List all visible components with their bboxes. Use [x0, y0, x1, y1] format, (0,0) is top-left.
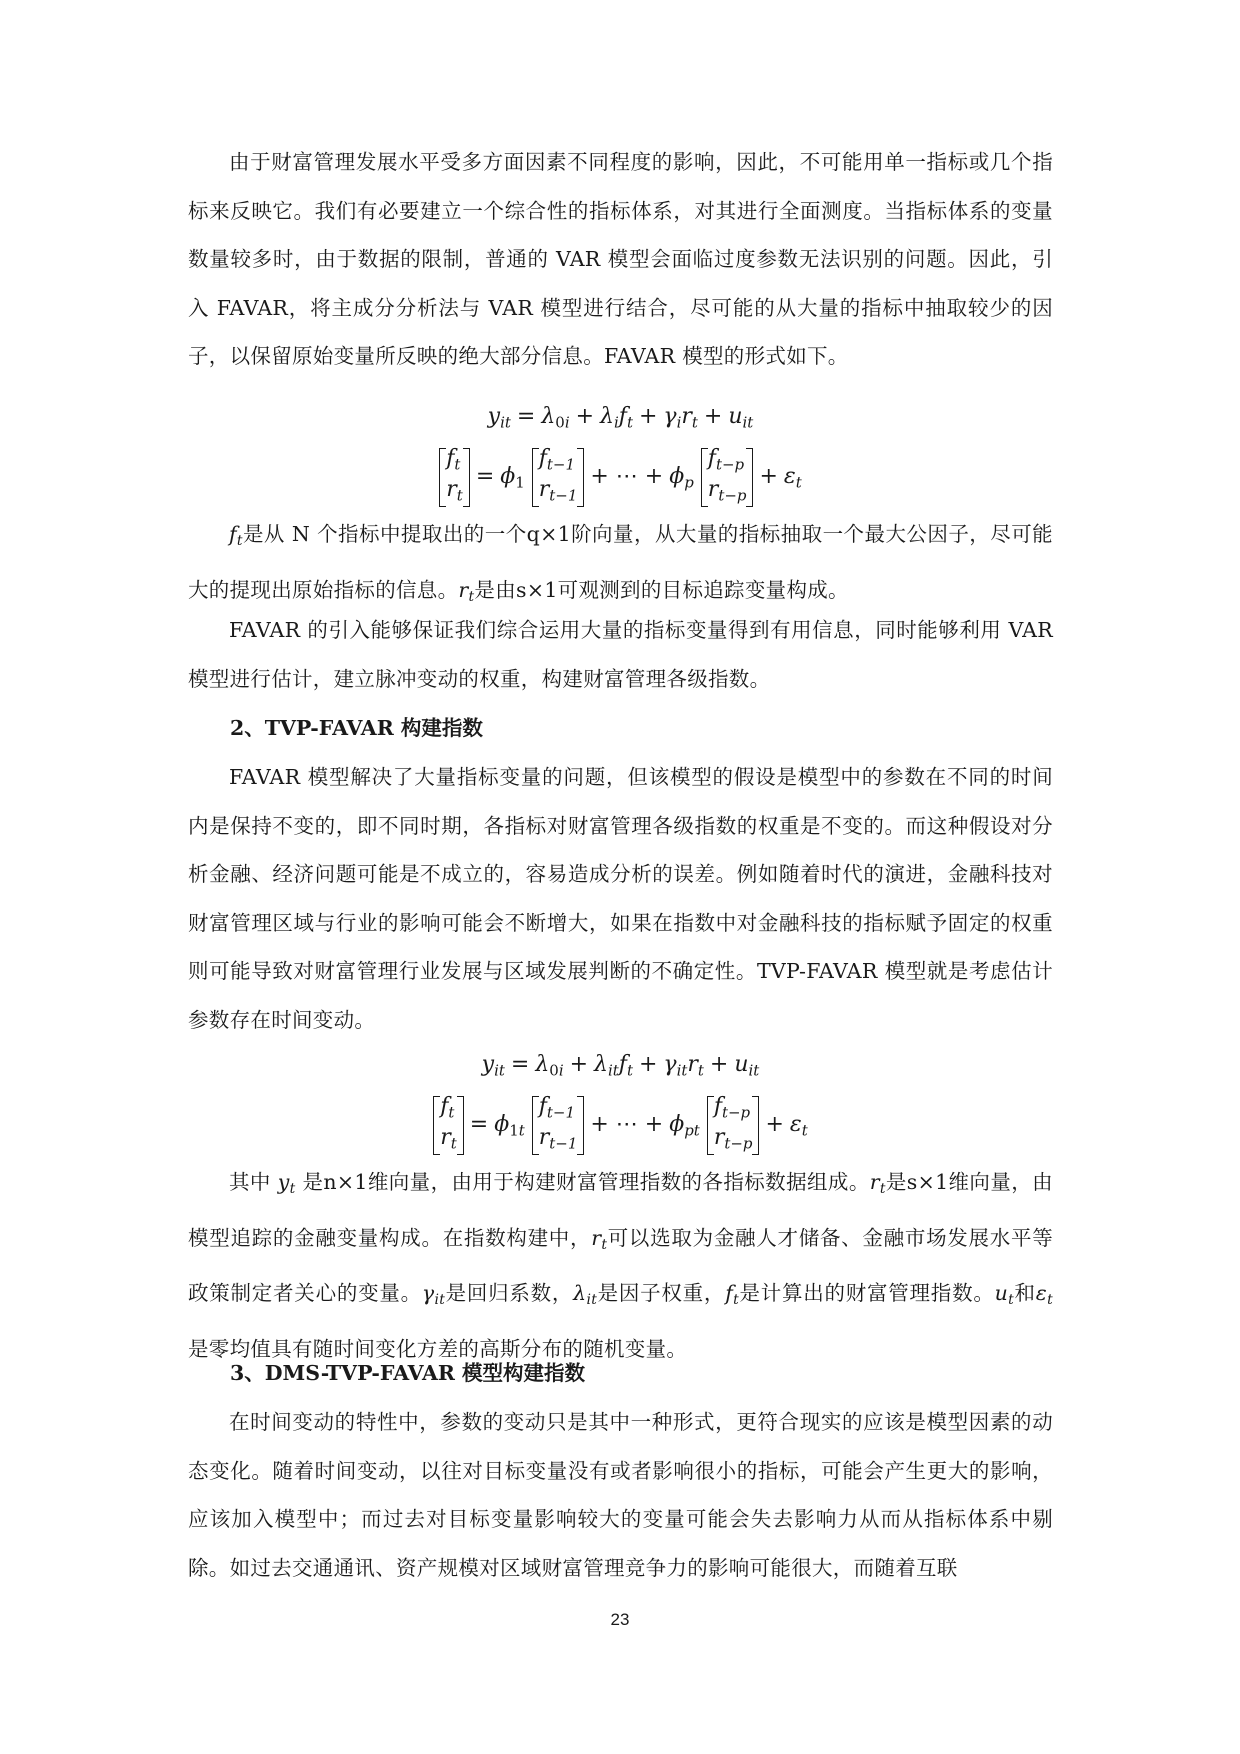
- section-heading-tvp-favar: 2、TVP-FAVAR 构建指数: [230, 716, 483, 740]
- math-u-t: $u_t$: [994, 1281, 1015, 1309]
- text-ft-desc: 是从 N 个指标中提取出的一个q×1阶向量，从大量的指标抽取一个最大公因子，尽可能大的提现出原始指标的信息。: [188, 522, 1053, 602]
- math-r-t: $r_t$: [869, 1170, 886, 1198]
- math-r-t: $r_t$: [591, 1225, 608, 1253]
- equation-favar-observation: $y_{it} = \lambda_{0i} + \lambda_if_t + \gamma_ir_t + u_{it}$: [487, 404, 754, 432]
- math-epsilon-t: $\varepsilon_t$: [1035, 1281, 1053, 1309]
- math-f-t: $f_t$: [725, 1281, 739, 1309]
- paragraph-variable-definitions: 其中 $y_t$ 是n×1维向量，由用于构建财富管理指数的各指标数据组成。$r_t$是s×1维向量，由模型追踪的金融变量构成。在指数构建中，$r_t$可以选取为金融人才储备、金融市场发展水平等政策制定者关心的变量。$\gamma_{it}$是回归系数，$\lambda_{it}$是因子权重，$f_t$是计算出的财富管理指数。$u_t$和$\varepsilon_t$是零均值具有随时间变化方差的高斯分布的随机变量。: [188, 1170, 1053, 1362]
- page-number: 23: [610, 1610, 630, 1629]
- equation-tvp-transition: $f_t$ $r_t$ = $\phi_{1t}$ $f_{t-1}$ $r_{t-1}$ + ⋯ + $\phi_{pt}$ $f_{t-p}$ $r_{t-p}$ + $\varepsilon_t$: [188, 1094, 1053, 1157]
- paragraph-favar-usage: FAVAR 的引入能够保证我们综合运用大量的指标变量得到有用信息，同时能够利用 VAR 模型进行估计，建立脉冲变动的权重，构建财富管理各级指数。: [188, 618, 1053, 691]
- math-f-t: $f_t$: [229, 522, 243, 550]
- paragraph-dms: 在时间变动的特性中，参数的变动只是其中一种形式，更符合现实的应该是模型因素的动态变化。随着时间变动，以往对目标变量没有或者影响很小的指标，可能会产生更大的影响，应该加入模型中；而过去对目标变量影响较大的变量可能会失去影响力从而从指标体系中剔除。如过去交通通讯、资产规模对区域财富管理竞争力的影响可能很大，而随着互联: [188, 1410, 1053, 1580]
- math-y-t: $y_t$: [277, 1170, 296, 1198]
- section-heading-dms-tvp-favar: 3、DMS-TVP-FAVAR 模型构建指数: [230, 1361, 586, 1385]
- paragraph-favar-intro: 由于财富管理发展水平受多方面因素不同程度的影响，因此，不可能用单一指标或几个指标来反映它。我们有必要建立一个综合性的指标体系，对其进行全面测度。当指标体系的变量数量较多时，由于数据的限制，普通的 VAR 模型会面临过度参数无法识别的问题。因此，引入 FAVAR，将主成分分析法与 VAR 模型进行结合，尽可能的从大量的指标中抽取较少的因子，以保留原始变量所反映的绝大部分信息。FAVAR 模型的形式如下。: [188, 150, 1053, 368]
- paragraph-tvp-favar: FAVAR 模型解决了大量指标变量的问题，但该模型的假设是模型中的参数在不同的时间内是保持不变的，即不同时期，各指标对财富管理各级指数的权重是不变的。而这种假设对分析金融、经济问题可能是不成立的，容易造成分析的误差。例如随着时代的演进，金融科技对财富管理区域与行业的影响可能会不断增大，如果在指数中对金融科技的指标赋予固定的权重则可能导致对财富管理行业发展与区域发展判断的不确定性。TVP-FAVAR 模型就是考虑估计参数存在时间变动。: [188, 765, 1053, 1032]
- text-rt-desc: 是由s×1可观测到的目标追踪变量构成。: [474, 577, 849, 602]
- math-lambda-it: $\lambda_{it}$: [573, 1281, 598, 1309]
- math-gamma-it: $\gamma_{it}$: [421, 1281, 446, 1309]
- paragraph-factor-definition: [188, 510, 1053, 621]
- equation-favar-transition: $f_t$ $r_t$ = $\phi_1$ $f_{t-1}$ $r_{t-1}$ + ⋯ + $\phi_p$ $f_{t-p}$ $r_{t-p}$ + $\varepsilon_t$: [188, 446, 1053, 509]
- equation-tvp-observation: $y_{it} = \lambda_{0i} + \lambda_{it}f_t + \gamma_{it}r_t + u_{it}$: [481, 1052, 760, 1080]
- math-r-t: $r_t$: [458, 577, 475, 605]
